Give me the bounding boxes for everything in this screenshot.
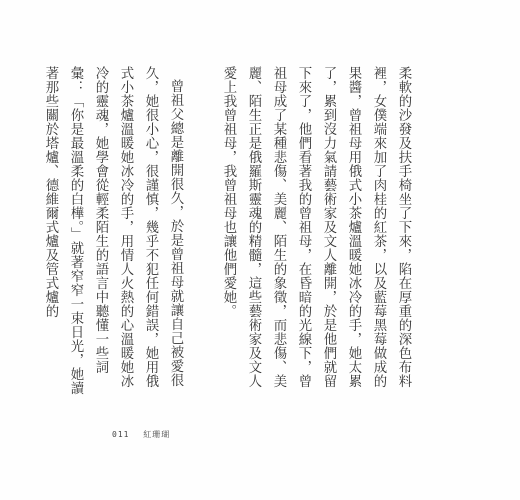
paragraph-gap	[188, 66, 216, 396]
body-text	[38, 66, 416, 396]
page-footer	[112, 429, 170, 440]
paragraph-2: 曾祖父總是離開很久，於是曾祖母就讓自己被愛很久，她很小心，很謹慎，幾乎不犯任何錯誤，她用俄式小茶爐溫暖她冰冷的手，用情人火熱的心溫暖她冰冷的靈魂，她學會從輕柔陌生的語言中聽懂一些詞彙：「你是最溫柔的白樺。」就著窄窄一束日光，她讀著那些關於塔爐、德維爾式爐及管式爐的	[43, 66, 183, 396]
running-title: 紅珊瑚	[143, 430, 171, 439]
page-number: 011	[112, 430, 130, 439]
paragraph-1: 柔軟的沙發及扶手椅坐了下來，陷在厚重的深色布料裡，女僕端來加了肉桂的紅茶，以及藍莓黑莓做成的果醬，曾祖母用俄式小茶爐溫暖她冰冷的手，她太累了，累到沒力氣請藝術家及文人離開，於是他們就留下來了，他們看著我的曾祖母，在昏暗的光線下，曾祖母成了某種悲傷、美麗、陌生的象徵，而悲傷、美麗、陌生正是俄羅斯靈魂的精髓，這些藝術家及文人愛上我曾祖母，我曾祖母也讓他們愛她。	[221, 66, 411, 388]
